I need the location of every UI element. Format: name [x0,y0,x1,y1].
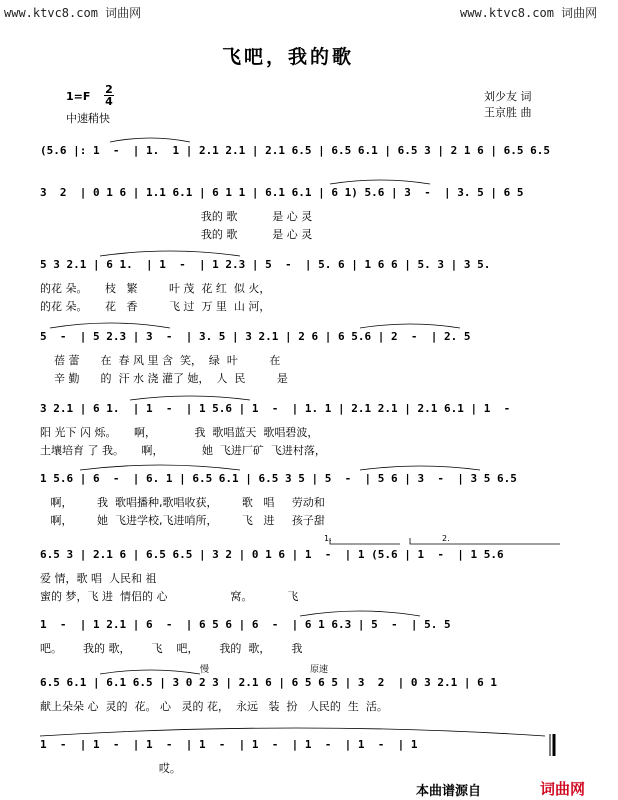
notation-line-5: 3 2.1 | 6 1. | 1 - | 1 5.6 | 1 - | 1. 1 | 2.1 2.1 | 2.1 6.1 | 1 - [40,402,511,415]
notation-line-9: 6.5 6.1 | 6.1 6.5 | 3 0 2 3 | 2.1 6 | 6 5 6 5 | 3 2 | 0 3 2.1 | 6 1 [40,676,497,689]
slur [100,251,240,256]
watermark-left: www.ktvc8.com 词曲网 [4,6,142,20]
notation-line-2: 3 2 | 0 1 6 | 1.1 6.1 | 6 1 1 | 6.1 6.1 | 6 1) 5.6 | 3 - | 3. 5 | 6 5 [40,186,524,199]
watermark-right: www.ktvc8.com 词曲网 [460,6,598,20]
slur [100,670,200,674]
volta-bracket-1 [330,538,400,544]
composer-credit: 王京胜 曲 [484,106,532,119]
song-title: 飞吧，我的歌 [222,46,355,68]
slur [360,466,480,470]
notation-line-6: 1 5.6 | 6 - | 6. 1 | 6.5 6.1 | 6.5 3 5 | 5 - | 5 6 | 3 - | 3 5 6.5 [40,472,517,485]
notation-line-8: 1 - | 1 2.1 | 6 - | 6 5 6 | 6 - | 6 1 6.3 | 5 - | 5. 5 [40,618,451,631]
slur [330,180,430,184]
lyric-line-7a: 爱 情，歌 唱 人民和 祖 [40,572,157,585]
notation-line-7: 6.5 3 | 2.1 6 | 6.5 6.5 | 3 2 | 0 1 6 | 1 - | 1 (5.6 | 1 - | 1 5.6 [40,548,504,561]
volta-second: 2. [442,534,450,543]
lyric-line-5b: 土壤培育 了 我。 啊， 她 飞进厂矿 飞进村落， [40,444,326,457]
lyric-line-3a: 的花 朵。 枝 繁 叶 茂 花 红 似 火， [40,282,271,295]
lyric-line-4a: 蓓 蕾 在 春 风 里 含 笑， 绿 叶 在 [40,354,281,367]
slur [80,465,240,470]
brand-logo-text[interactable]: 词曲网 [540,780,586,798]
slur [130,396,250,400]
tie [40,728,545,736]
lyric-line-5a: 阳 光下 闪 烁。 啊， 我 歌唱蓝天 歌唱碧波， [40,426,319,439]
lyric-line-10a: 哎。 [40,762,181,775]
slur [110,138,190,142]
lyric-line-2a: 我的 歌 是 心 灵 [40,210,313,223]
lyric-line-2b: 我的 歌 是 心 灵 [40,228,313,241]
time-signature-bottom: 4 [105,95,113,108]
lyric-line-4b: 辛 勤 的 汗 水 浇 灌了 她， 人 民 是 [40,372,288,385]
notation-line-3: 5 3 2.1 | 6 1. | 1 - | 1 2.3 | 5 - | 5. 6 | 1 6 6 | 5. 3 | 3 5. [40,258,491,271]
marking-slow: 慢 [200,665,210,675]
lyric-line-3b: 的花 朵。 花 香 飞 过 万 里 山 河， [40,300,271,313]
slur [360,324,460,328]
lyric-line-9a: 献上朵朵 心 灵的 花。 心 灵的 花， 永远 装 扮 人民的 生 活。 [40,700,388,713]
marking-tempo-primo: 原速 [310,665,329,675]
lyricist-credit: 刘少友 词 [484,90,532,103]
notation-line-4: 5 - | 5 2.3 | 3 - | 3. 5 | 3 2.1 | 2 6 | 6 5.6 | 2 - | 2. 5 [40,330,471,343]
slur [300,611,420,616]
slur [50,323,170,328]
time-signature-top: 2 [105,83,113,96]
volta-bracket-2 [410,538,560,544]
lyric-line-6b: 啊， 她 飞进学校,飞进哨所， 飞 进 孩子甜 [40,514,325,527]
notation-line-1: (5.6 |: 1 - | 1. 1 | 2.1 2.1 | 2.1 6.5 | 6.5 6.1 | 6.5 3 | 2 1 6 | 6.5 6.5 [40,144,550,157]
tempo-marking: 中速稍快 [66,112,110,125]
source-label: 本曲谱源自 [416,784,482,799]
lyric-line-6a: 啊， 我 歌唱播种,歌唱收获， 歌 唱 劳动和 [40,496,325,509]
notation-line-10: 1 - | 1 - | 1 - | 1 - | 1 - | 1 - | 1 - | 1 [40,738,418,751]
volta-first: 1. [324,534,332,543]
lyric-line-8a: 吧。 我的 歌， 飞 吧， 我的 歌， 我 [40,642,303,655]
lyric-line-7b: 蜜的 梦，飞 进 情侣的 心 窝。 飞 [40,590,299,603]
key-signature: 1=F [66,90,91,103]
